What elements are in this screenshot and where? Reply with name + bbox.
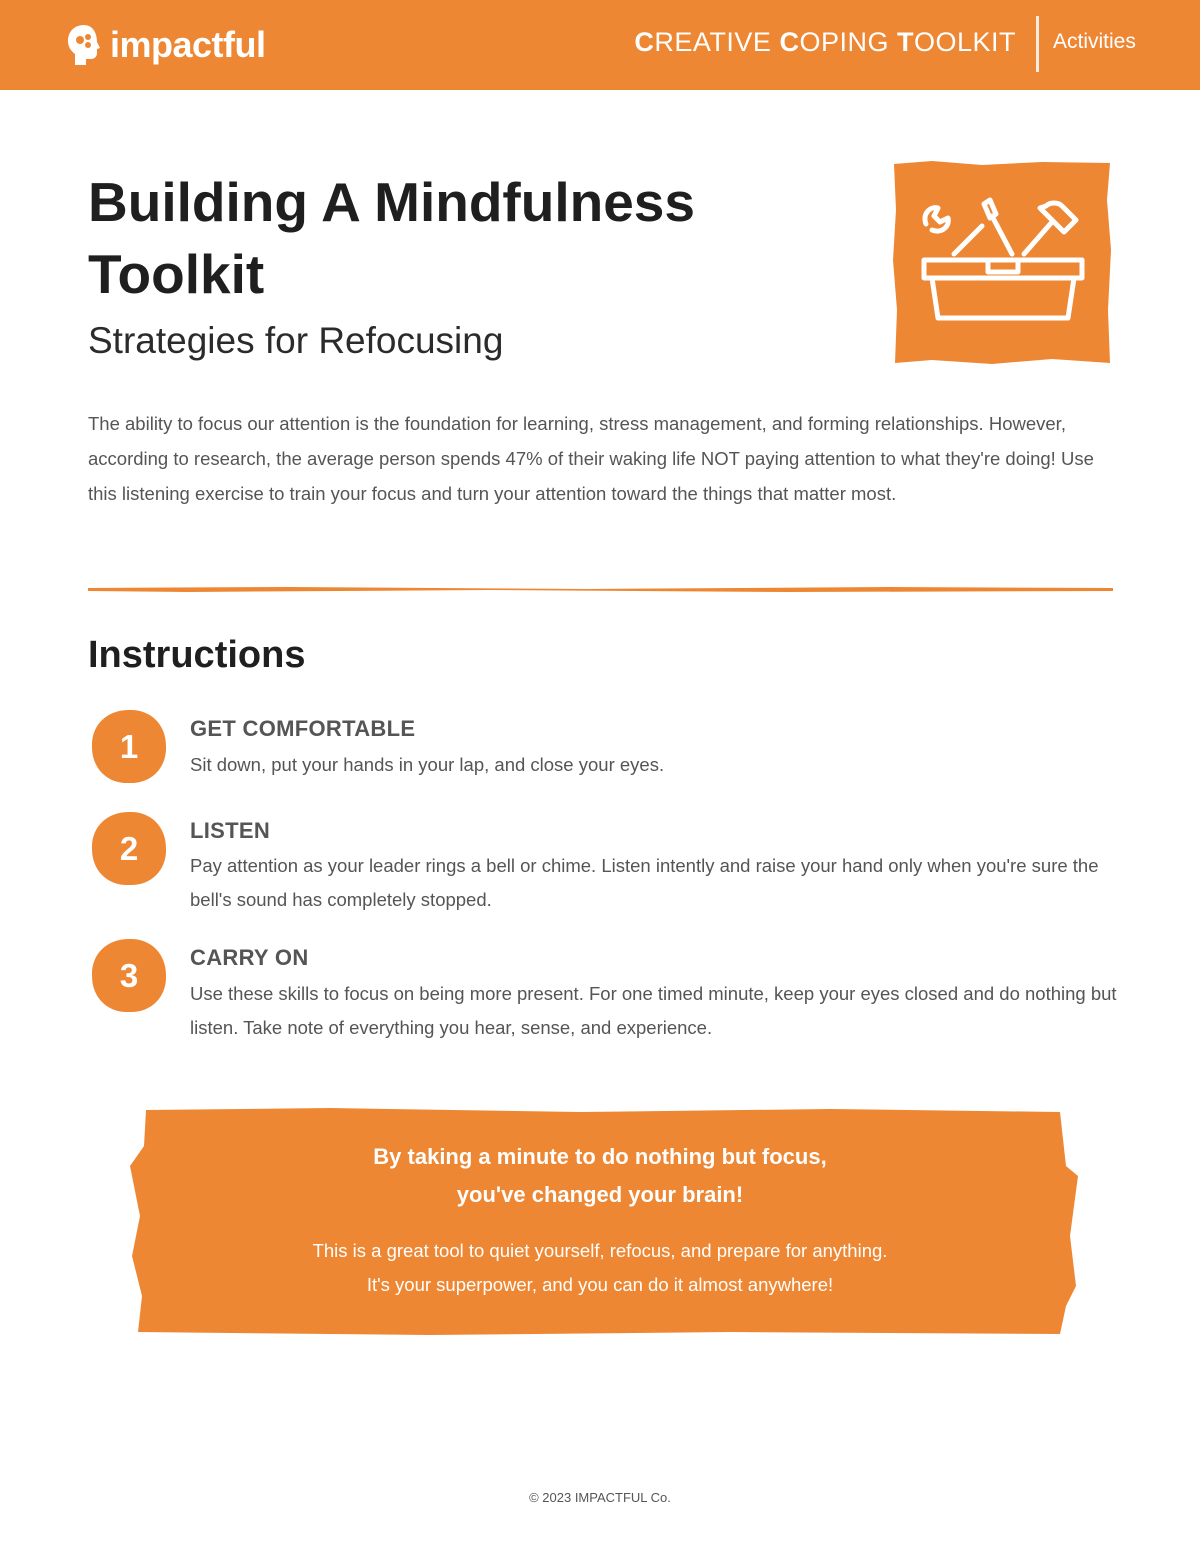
step-description: Use these skills to focus on being more present. For one timed minute, keep your eyes closed and do nothing but listen. Take note of everything you hear, sense, and experience.: [190, 983, 1117, 1038]
toolkit-title: [634, 27, 1016, 58]
step-number: 2: [119, 830, 139, 867]
step-badge: [88, 935, 170, 1017]
brand-logo[interactable]: [66, 20, 266, 70]
toolkit-title-rest: REATIVE: [654, 27, 780, 57]
step-title: GET COMFORTABLE: [190, 716, 416, 741]
callout-lead-line: By taking a minute to do nothing but focus,: [373, 1144, 827, 1169]
section-label[interactable]: Activities: [1053, 30, 1136, 53]
step-description: Sit down, put your hands in your lap, and close your eyes.: [190, 754, 665, 775]
step-badge: [88, 808, 170, 890]
step-title: CARRY ON: [190, 945, 309, 970]
callout-body-line: This is a great tool to quiet yourself, refocus, and prepare for anything.: [312, 1240, 888, 1261]
toolkit-title-initial: T: [896, 27, 914, 57]
instructions-heading: Instructions: [88, 634, 306, 676]
toolkit-title-rest: OPING: [799, 27, 897, 57]
callout-body: [130, 1234, 1070, 1302]
callout-body-line: It's your superpower, and you can do it almost anywhere!: [366, 1274, 834, 1295]
step-2: [88, 808, 1118, 918]
callout: [130, 1106, 1080, 1336]
step-badge: [88, 706, 170, 788]
header-bar: [0, 0, 1200, 90]
toolkit-title-initial: C: [779, 27, 800, 57]
brand-name: impactful: [110, 24, 266, 65]
toolkit-title-initial: C: [634, 27, 655, 57]
step-description: Pay attention as your leader rings a bell or chime. Listen intently and raise your hand only when you're sure the bell's sound has completely stopped.: [190, 855, 1099, 910]
head-icon: [66, 23, 102, 67]
step-3: [88, 935, 1118, 1045]
callout-lead-line: you've changed your brain!: [456, 1182, 744, 1207]
callout-lead: [130, 1138, 1070, 1214]
step-1: [88, 706, 1118, 796]
intro-paragraph: The ability to focus our attention is the foundation for learning, stress management, and forming relationships. However, according to research, the average person spends 47% of their waking life NOT paying attention to what they're doing! Use this listening exercise to train your focus and turn your attention toward the things that matter most.: [88, 413, 1094, 504]
step-title: LISTEN: [190, 818, 271, 843]
step-number: 3: [119, 957, 139, 994]
footer-copyright: © 2023 IMPACTFUL Co.: [529, 1490, 671, 1505]
toolkit-title-rest: OOLKIT: [913, 27, 1016, 57]
toolbox-icon: [892, 160, 1112, 365]
page-title: Building A Mindfulness Toolkit: [88, 171, 695, 305]
section-divider: [88, 585, 1113, 593]
header-divider: [1036, 16, 1039, 72]
step-number: 1: [119, 728, 139, 765]
page-subtitle: Strategies for Refocusing: [88, 320, 504, 361]
